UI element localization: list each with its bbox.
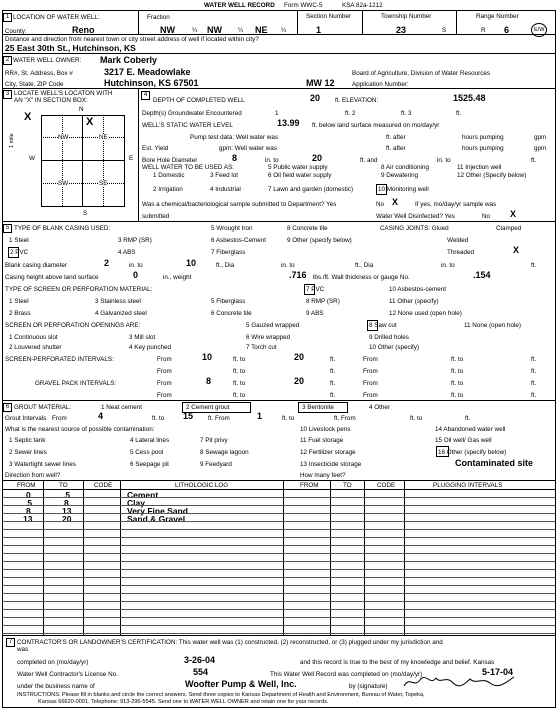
gp-from-label-2: From xyxy=(363,380,378,387)
use-2: 2 Irrigation xyxy=(153,186,183,193)
source-15: 15 Oil well/ Gas well xyxy=(435,437,492,444)
grout-ft-from: ft. From xyxy=(208,415,230,422)
blank-in-to-3: in. to xyxy=(441,262,455,269)
lith-log: Sand & Gravel xyxy=(127,514,186,524)
grout-to-label-3: ft. to xyxy=(410,415,423,422)
gw-3: ft. 3 xyxy=(401,110,412,117)
casing-9: 9 Other (specify below) xyxy=(287,237,352,244)
screen-4: 4 Galvanized steel xyxy=(95,310,147,317)
plug-h-to: TO xyxy=(343,482,352,489)
township-label: Township Number xyxy=(381,13,432,20)
completed-value: 3-26-04 xyxy=(184,655,216,665)
address-value: 3217 E. Meadowlake xyxy=(104,67,191,77)
township-dir: S xyxy=(442,27,447,34)
county-label: County: xyxy=(5,28,27,35)
blank-in-to: in. to xyxy=(129,262,143,269)
table-rule xyxy=(2,529,555,530)
completed-label: completed on (mo/day/yr) xyxy=(17,659,89,666)
table-rule xyxy=(2,545,555,546)
screen-1: 1 Steel xyxy=(9,298,29,305)
static-value: 13.99 xyxy=(277,118,300,128)
section-grid xyxy=(41,115,125,207)
source-9: 9 Feedyard xyxy=(200,461,232,468)
lith-from: 0 xyxy=(26,490,31,500)
certification-was: was xyxy=(17,646,29,653)
screen-label: TYPE OF SCREEN OR PERFORATION MATERIAL: xyxy=(5,286,153,293)
grout-to-value: 15 xyxy=(183,411,194,421)
county-value: Reno xyxy=(72,25,95,35)
quarter-sym-3: ¼ xyxy=(281,27,287,34)
screen-9: 9 ABS xyxy=(306,310,324,317)
casing-5: 5 Wrought Iron xyxy=(211,225,253,232)
casing-label: TYPE OF BLANK CASING USED: xyxy=(14,225,111,232)
blank-dia-2: ft., Dia xyxy=(355,262,374,269)
table-rule xyxy=(2,521,555,522)
instructions-line-1: INSTRUCTIONS: Please fill in blanks and circle the correct answers. Send three copies to Kansas Department of Health and Environment, Bureau of Water, Topeka, xyxy=(17,692,425,698)
source-3: 3 Watertight sewer lines xyxy=(9,461,76,468)
direction-label: Direction from well? xyxy=(5,472,61,479)
lith-to: 20 xyxy=(62,514,72,524)
casing-7: 7 Fiberglass xyxy=(211,249,246,256)
weight-label: in., weight xyxy=(163,274,192,281)
lith-from: 8 xyxy=(26,506,31,516)
use-9: 9 Dewatering xyxy=(381,172,419,179)
table-rule xyxy=(2,617,555,618)
spi-ft-2: ft. xyxy=(531,356,537,363)
form-number: Form WWC-5 xyxy=(284,2,323,9)
source-13: 13 Insecticide storage xyxy=(300,461,362,468)
section-6-number: 6 xyxy=(3,403,12,412)
owner-value: Mark Coberly xyxy=(100,55,158,65)
screen-12: 12 None used (open hole) xyxy=(389,310,462,317)
form-title: WATER WELL RECORD xyxy=(204,2,275,9)
table-rule xyxy=(2,625,555,626)
disinfected-label: Water Well Disinfected? Yes xyxy=(376,213,455,220)
spi-from-label-3: From xyxy=(157,368,172,375)
gp-to-label-1: ft. to xyxy=(233,380,246,387)
range-dir: E/W xyxy=(534,27,545,33)
section-4-number: 4 xyxy=(141,91,150,100)
section-number-value: 1 xyxy=(316,25,322,35)
grout-label: GROUT MATERIAL: xyxy=(14,404,72,411)
grout-1: 1 Neat cement xyxy=(101,404,142,411)
use-4: 4 Industrial xyxy=(210,186,241,193)
record-completed-value: 5-17-04 xyxy=(482,667,514,677)
screen-11: 11 Other (specify) xyxy=(389,298,439,305)
depth-label: DEPTH OF COMPLETED WELL xyxy=(153,97,245,104)
spi-ft-1: ft. xyxy=(330,356,336,363)
range-r: R xyxy=(481,27,486,34)
screen-10: 10 Asbestos-cement xyxy=(389,286,447,293)
wall-label: lbs./ft. Wall thickness or gauge No. xyxy=(313,274,410,281)
gp-to-label-3: ft. to xyxy=(233,392,246,399)
table-rule xyxy=(2,569,555,570)
lith-to: 13 xyxy=(62,506,72,516)
address-label: RR#, St. Address, Box # xyxy=(5,70,73,77)
table-rule xyxy=(2,537,555,538)
section-7-number: 7 xyxy=(6,638,15,647)
openings-label: SCREEN OR PERFORATION OPENINGS ARE: xyxy=(5,322,141,329)
pump-after: ft. after xyxy=(386,134,406,141)
lith-h-log: LITHOLOGIC LOG xyxy=(175,482,229,489)
blank-in-to-2: in. to xyxy=(281,262,295,269)
screen-6: 6 Concrete tile xyxy=(211,310,252,317)
gauge-value: .154 xyxy=(473,270,491,280)
depth-value: 20 xyxy=(310,93,321,103)
grout-2: 2 Cement grout xyxy=(186,404,230,411)
record-completed-label: This Water Well Record was completed on (mo/day/yr) xyxy=(270,671,423,678)
bore-value: 8 xyxy=(232,153,238,163)
signature-image xyxy=(400,674,520,690)
static-rest: ft. below land surface measured on mo/day/yr xyxy=(312,122,440,129)
lith-h-from: FROM xyxy=(17,482,36,489)
lith-from: 13 xyxy=(23,514,33,524)
use-label: WELL WATER TO BE USED AS: xyxy=(142,164,234,171)
grout-from-value: 4 xyxy=(98,411,104,421)
gp-from-value: 8 xyxy=(206,376,212,386)
casing-3: 3 RMP (SR) xyxy=(118,237,152,244)
grout-from-label: From xyxy=(52,415,67,422)
spi-to-label-4: ft. to xyxy=(451,368,464,375)
spi-from-label-2: From xyxy=(363,356,378,363)
source-2: 2 Sewer lines xyxy=(9,449,47,456)
screen-7: 7 PVC xyxy=(306,286,325,293)
joints-welded: Welded xyxy=(447,237,469,244)
gp-from-label-1: From xyxy=(157,380,172,387)
pump-gpm: gpm xyxy=(534,134,547,141)
gw-2: ft. 2 xyxy=(345,110,356,117)
grout-4: 4 Other xyxy=(369,404,390,411)
how-many-label: How many feet? xyxy=(300,472,346,479)
grout-ft-from-2: ft. From xyxy=(334,415,356,422)
joints-threaded: Threaded xyxy=(447,249,474,256)
section-5-number: 5 xyxy=(3,224,12,233)
application-label: Application Number: xyxy=(352,81,409,88)
source-8: 8 Sewage lagoon xyxy=(200,449,249,456)
source-5: 5 Cess pool xyxy=(130,449,164,456)
section-3-number: 3 xyxy=(3,90,12,99)
bore-to-value: 20 xyxy=(312,153,323,163)
board-label: Board of Agriculture, Division of Water Resources xyxy=(352,70,491,77)
range-value: 6 xyxy=(504,25,510,35)
lith-log: Clay xyxy=(127,498,145,508)
elevation-value: 1525.48 xyxy=(453,93,486,103)
gp-ft-2: ft. xyxy=(531,380,537,387)
owner-label: WATER WELL OWNER: xyxy=(13,57,82,64)
lith-log: Cement xyxy=(127,490,159,500)
township-value: 23 xyxy=(396,25,407,35)
source-6: 6 Seepage pit xyxy=(130,461,169,468)
lith-from: .5 xyxy=(25,498,33,508)
table-rule xyxy=(2,585,555,586)
nw-label: NW xyxy=(58,134,69,141)
source-11: 11 Fuel storage xyxy=(300,437,344,444)
gp-ft-4: ft. xyxy=(531,392,537,399)
city-label: City, State, ZIP Code xyxy=(5,81,64,88)
bore-label: Bore Hole Diameter xyxy=(142,157,198,164)
source-14: 14 Abandoned water well xyxy=(435,426,506,433)
table-rule xyxy=(2,593,555,594)
yield-label: Est. Yield xyxy=(142,145,169,152)
table-rule xyxy=(2,553,555,554)
spi-from-value: 10 xyxy=(202,352,213,362)
lith-h-code: CODE xyxy=(94,482,113,489)
section-number-label: Section Number xyxy=(306,13,352,20)
threaded-x: X xyxy=(513,245,520,255)
blank-dia: ft., Dia xyxy=(216,262,235,269)
blank-diameter-label: Blank casing diameter xyxy=(5,262,67,269)
quarter-sym-2: ¼ xyxy=(238,27,244,34)
quarter-1: NW xyxy=(160,25,175,35)
certification-text: CONTRACTOR'S OR LANDOWNER'S CERTIFICATION: This water well was (1) constructed, (2) reconstructed, or (3) plugged under my jurisdiction and xyxy=(17,639,443,646)
gp-ft-3: ft. xyxy=(330,392,336,399)
gw-ft: ft. xyxy=(456,110,462,117)
grout-3: 3 Bentonite xyxy=(302,404,334,411)
opening-10: 10 Other (specify) xyxy=(369,344,420,351)
spi-label: SCREEN-PERFORATED INTERVALS: xyxy=(5,356,114,363)
table-rule xyxy=(2,601,555,602)
elevation-label: ft. ELEVATION: xyxy=(335,97,379,104)
opening-6: 6 Wire wrapped xyxy=(246,334,291,341)
spi-to-label-3: ft. to xyxy=(233,368,246,375)
grout-to-label-2: ft. to xyxy=(282,415,295,422)
gp-to-value: 20 xyxy=(294,376,305,386)
casing-2: 2 PVC xyxy=(10,249,29,256)
south-label: S xyxy=(83,210,88,217)
lith-to: 8 xyxy=(64,498,69,508)
bore-ft: ft. xyxy=(531,157,537,164)
quarter-2: NW xyxy=(207,25,222,35)
table-rule xyxy=(2,513,555,514)
pump-hours: hours pumping xyxy=(462,134,504,141)
lith-to: .5 xyxy=(63,490,71,500)
blank-diameter-value: 2 xyxy=(104,258,110,268)
mile-scale: 1 mile xyxy=(9,133,15,148)
gp-from-label-3: From xyxy=(157,392,172,399)
quarter-3: NE xyxy=(255,25,268,35)
casing-height-label: Casing height above land surface xyxy=(5,274,99,281)
gp-to-label-4: ft. to xyxy=(451,392,464,399)
north-label: N xyxy=(79,106,84,113)
use-11: 11 Injection well xyxy=(457,164,502,171)
use-1: 1 Domestic xyxy=(153,172,185,179)
casing-height-value: 0 xyxy=(133,270,139,280)
grout-from-2-value: 1 xyxy=(257,411,263,421)
plug-h-intervals: PLUGGING INTERVALS xyxy=(433,482,503,489)
locator-label-2: AN "X" IN SECTION BOX: xyxy=(14,97,88,104)
fraction-label: Fraction xyxy=(147,14,170,21)
pump-test-label: Pump test data: Well water was xyxy=(190,134,279,141)
spi-ft-4: ft. xyxy=(531,368,537,375)
opening-7: 7 Torch cut xyxy=(246,344,277,351)
disinfected-x: X xyxy=(510,209,517,219)
use-7: 7 Lawn and garden (domestic) xyxy=(268,186,354,193)
spi-to-label-2: ft. to xyxy=(451,356,464,363)
source-10: 10 Livestock pens xyxy=(300,426,351,433)
source-16: 16 Other (specify below) xyxy=(438,449,507,456)
source-12: 12 Fertilizer storage xyxy=(300,449,356,456)
casing-8: 8 Concrete tile xyxy=(287,225,328,232)
screen-5: 5 Fiberglass xyxy=(211,298,246,305)
opening-5: 5 Gauzed wrapped xyxy=(246,322,300,329)
opening-9: 9 Drilled holes xyxy=(369,334,409,341)
license-label: Water Well Contractor's License No. xyxy=(17,671,118,678)
chem-if-yes: If yes, mo/day/yr sample was xyxy=(415,201,497,208)
spi-to-value: 20 xyxy=(294,352,305,362)
west-label: W xyxy=(29,155,35,162)
casing-1: 1 Steel xyxy=(9,237,29,244)
weight-value: .716 xyxy=(289,270,307,280)
se-label: SE xyxy=(99,180,108,187)
screen-8: 8 RMP (SR) xyxy=(306,298,340,305)
spi-ft-3: ft. xyxy=(330,368,336,375)
gp-from-label-4: From xyxy=(363,392,378,399)
range-label: Range Number xyxy=(476,13,519,20)
city-value: Hutchinson, KS 67501 xyxy=(104,78,199,88)
joints-label: CASING JOINTS: Glued xyxy=(380,225,449,232)
instructions-line-2: Kansas 66620-0001. Telephone: 913-296-5545. Send one to WATER WELL OWNER and retain one for your records. xyxy=(38,699,329,705)
chem-question: Was a chemical/bacteriological sample submitted to Department? Yes xyxy=(142,201,337,208)
bore-ft-and: ft. and xyxy=(360,157,378,164)
source-7: 7 Pit privy xyxy=(200,437,228,444)
gp-label: GRAVEL PACK INTERVALS: xyxy=(35,380,117,387)
distance-label: Distance and direction from nearest town or city street address of well if located within city? xyxy=(5,36,259,43)
use-5: 5 Public water supply xyxy=(268,164,328,171)
blank-ft: ft. xyxy=(531,262,537,269)
plug-h-from: FROM xyxy=(300,482,319,489)
mw-number: MW 12 xyxy=(306,78,335,88)
chem-no: No xyxy=(376,201,385,208)
business-value: Woofter Pump & Well, Inc. xyxy=(185,679,297,689)
sw-label: SW xyxy=(58,180,69,187)
gp-ft-1: ft. xyxy=(330,380,336,387)
table-rule xyxy=(2,633,555,634)
quarter-sym-1: ¼ xyxy=(192,27,198,34)
yield-gpm: gpm: Well water was xyxy=(219,145,277,152)
screen-3: 3 Stainless steel xyxy=(95,298,141,305)
source-4: 4 Lateral lines xyxy=(130,437,170,444)
use-10: 10 Monitoring well xyxy=(378,186,429,193)
blank-to-value: 10 xyxy=(186,258,197,268)
screen-2: 2 Brass xyxy=(9,310,31,317)
table-rule xyxy=(2,497,555,498)
grout-to-label: ft. to xyxy=(152,415,165,422)
locator-x-mark: X xyxy=(24,111,32,123)
opening-1: 1 Continuous slot xyxy=(9,334,58,341)
grout-ft-end: ft. xyxy=(465,415,471,422)
gw-1: 1 xyxy=(275,110,279,117)
grout-intervals-label: Grout Intervals xyxy=(5,415,47,422)
table-rule xyxy=(2,577,555,578)
groundwater-label: Depth(s) Groundwater Encountered xyxy=(142,110,242,117)
spi-from-label-1: From xyxy=(157,356,172,363)
yield-hours: hours pumping xyxy=(462,145,504,152)
section-2-number: 2 xyxy=(3,56,12,65)
yield-after: ft. after xyxy=(386,145,406,152)
section-1-number: 1 xyxy=(3,13,12,22)
ksa-ref: KSA 82a-1212 xyxy=(342,2,383,9)
spi-from-label-4: From xyxy=(363,368,378,375)
opening-4: 4 Key punched xyxy=(129,344,172,351)
true-record-text: and this record is true to the best of my knowledge and belief. Kansas xyxy=(300,659,495,666)
use-8: 8 Air conditioning xyxy=(381,164,429,171)
submitted-label: submitted xyxy=(142,213,170,220)
source-1: 1 Septic tank xyxy=(9,437,46,444)
bore-in-to: in. to xyxy=(437,157,451,164)
table-rule xyxy=(2,505,555,506)
use-3: 3 Feed lot xyxy=(210,172,239,179)
casing-6: 6 Asbestos-Cement xyxy=(211,237,266,244)
east-label: E xyxy=(129,155,134,162)
contamination-label: What is the nearest source of possible contamination: xyxy=(5,426,155,433)
plug-h-code: CODE xyxy=(377,482,396,489)
business-label: under the business name of xyxy=(17,683,95,690)
gp-to-label-2: ft. to xyxy=(451,380,464,387)
contaminated-site: Contaminated site xyxy=(455,458,534,468)
lith-log: Very Fine Sand xyxy=(127,506,188,516)
locator-label-1: LOCATE WELL'S LOCATON WITH xyxy=(14,90,113,97)
use-12: 12 Other (Specify below) xyxy=(457,172,527,179)
opening-3: 3 Mill slot xyxy=(129,334,156,341)
ne-label: NE xyxy=(99,134,108,141)
yield-gpm-2: gpm xyxy=(534,145,547,152)
table-rule xyxy=(2,561,555,562)
opening-8: 8 Saw cut xyxy=(369,322,397,329)
license-value: 554 xyxy=(193,667,209,677)
quarter-x-mark: X xyxy=(86,116,94,128)
casing-4: 4 ABS xyxy=(118,249,136,256)
chem-x: X xyxy=(392,197,399,207)
bore-to-label: in. to xyxy=(265,157,279,164)
table-rule xyxy=(2,609,555,610)
static-label: WELL'S STATIC WATER LEVEL xyxy=(142,122,233,129)
opening-2: 2 Louvered shutter xyxy=(9,344,62,351)
disinfected-no: No xyxy=(482,213,491,220)
use-6: 6 Oil field water supply xyxy=(268,172,332,179)
signature-label: by (signature) xyxy=(349,683,388,690)
distance-value: 25 East 30th St., Hutchinson, KS xyxy=(5,43,136,53)
location-label: LOCATION OF WATER WELL: xyxy=(13,14,100,21)
lith-h-to: TO xyxy=(59,482,68,489)
spi-to-label-1: ft. to xyxy=(233,356,246,363)
joints-clamped: Clamped xyxy=(496,225,522,232)
opening-11: 11 None (open hole) xyxy=(464,322,521,329)
